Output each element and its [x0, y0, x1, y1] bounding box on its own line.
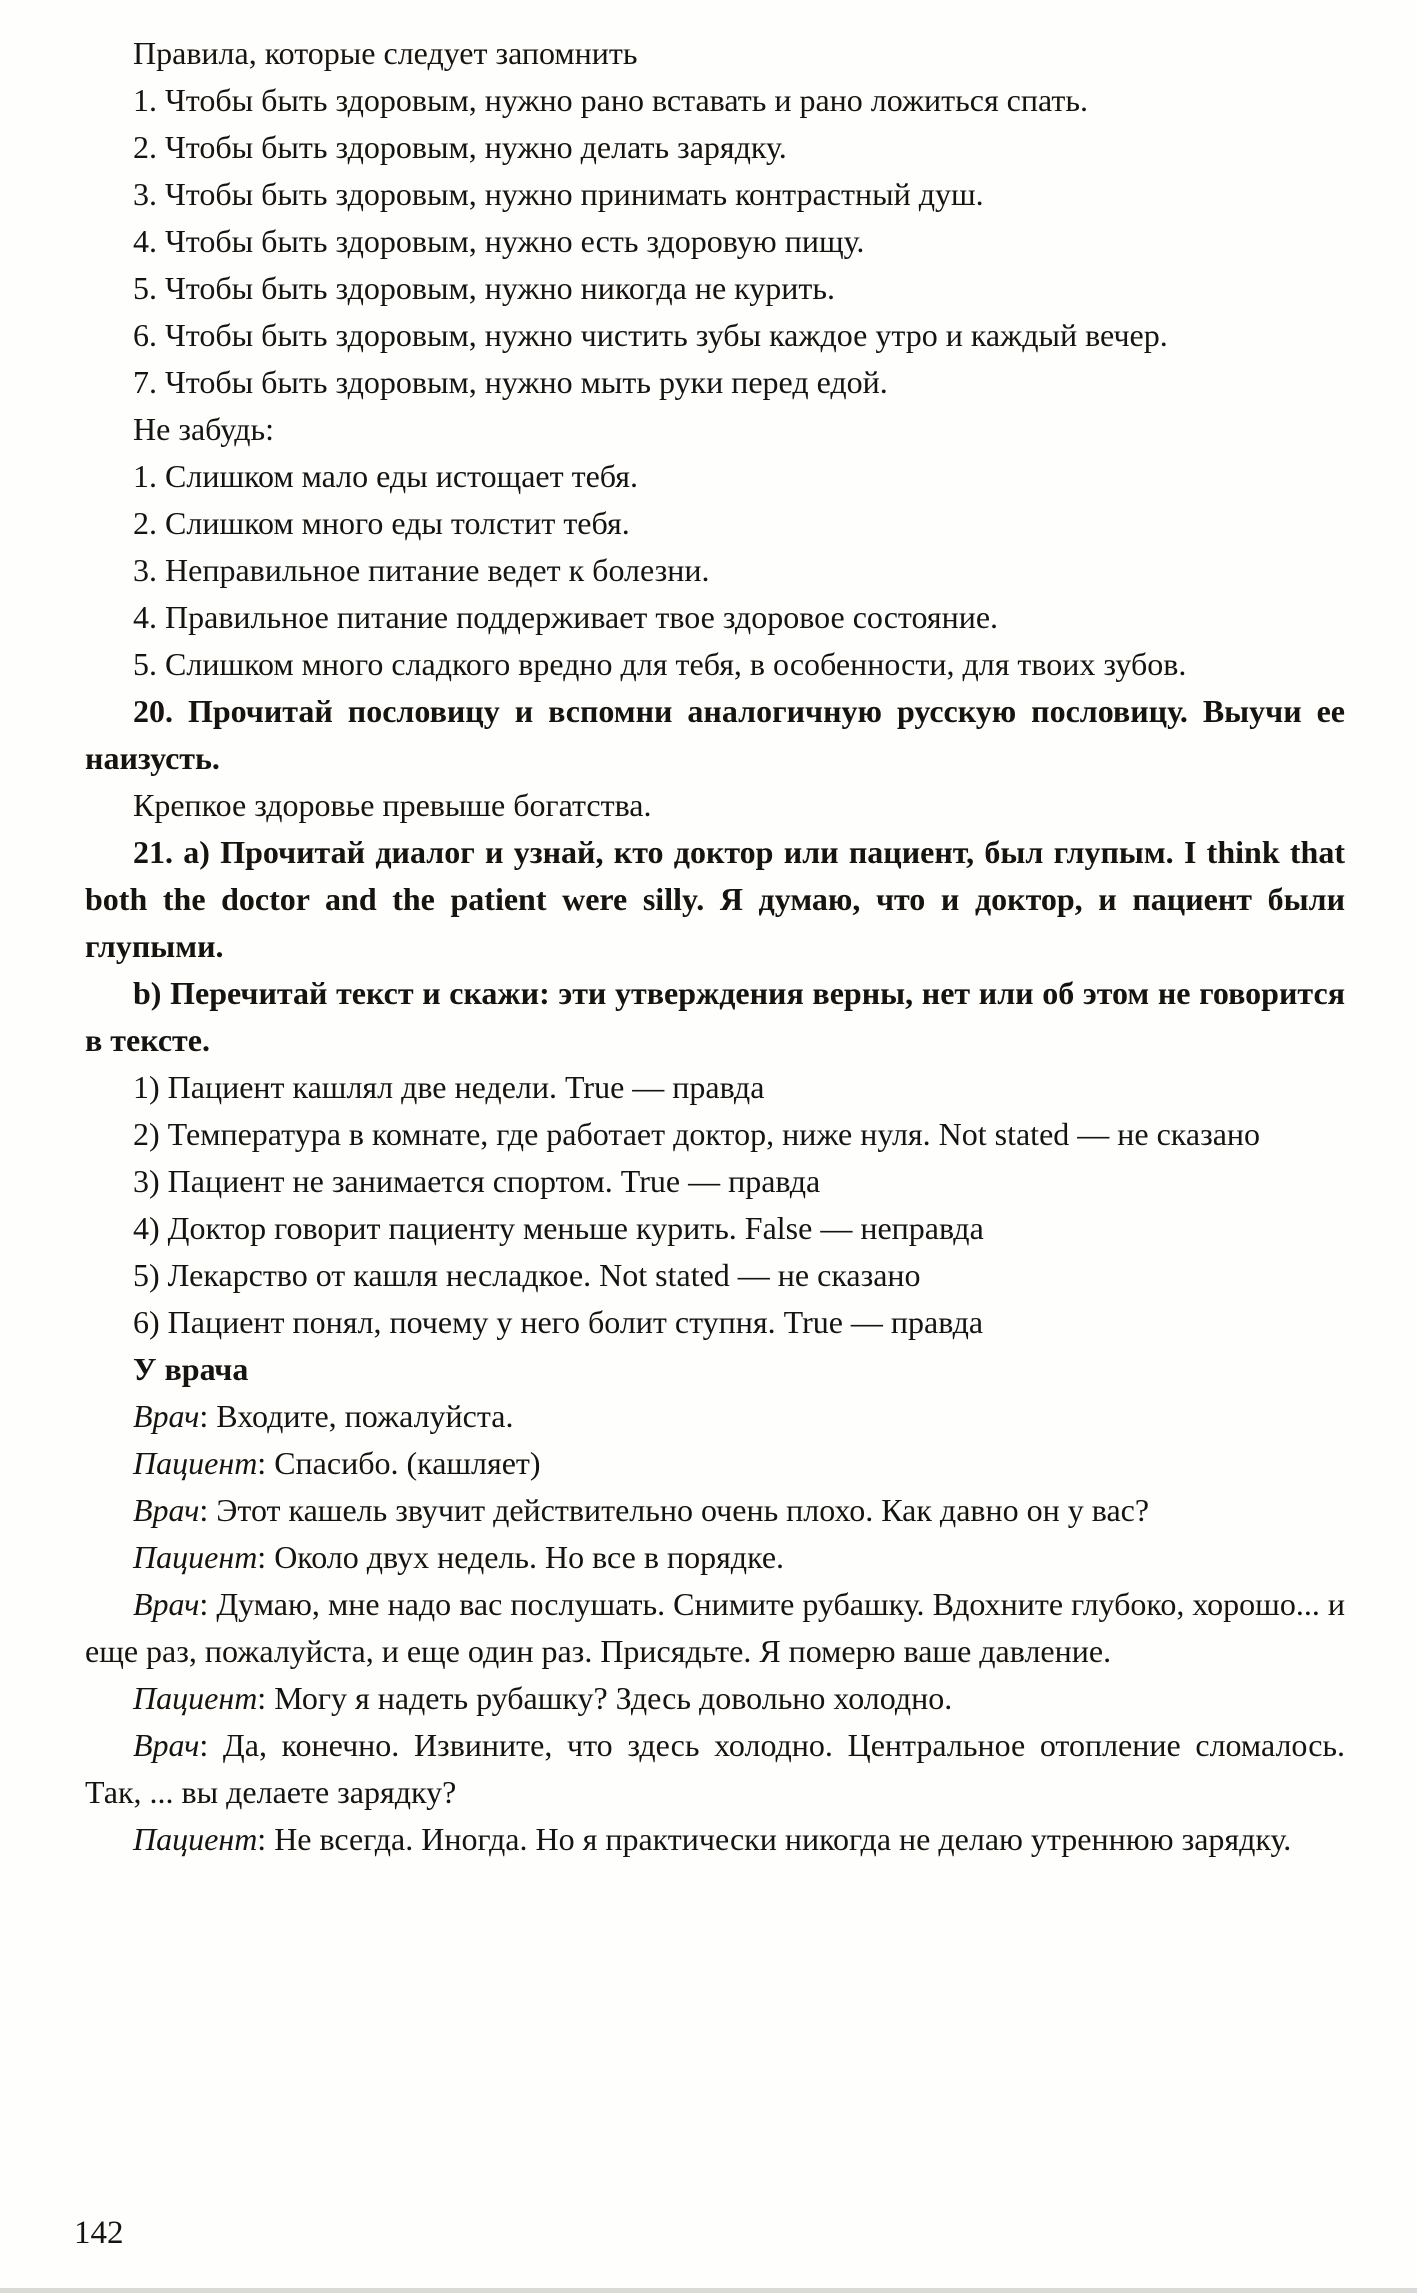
statement-4: 4) Доктор говорит пациенту меньше курить. False — неправда: [133, 1210, 984, 1246]
rule-item-3: 3. Чтобы быть здоровым, нужно принимать контрастный душ.: [133, 176, 984, 212]
task21b-heading: b) Перечитай текст и скажи: эти утверждения верны, нет или об этом не говорится в тексте.: [85, 975, 1345, 1058]
dialog-line-3: [85, 1487, 1345, 1534]
dialog-text: : Входите, пожалуйста.: [199, 1398, 514, 1434]
dialog-line-6: [85, 1675, 1345, 1722]
rule-item-5: 5. Чтобы быть здоровым, нужно никогда не курить.: [133, 270, 835, 306]
remember-title: Не забудь:: [133, 411, 274, 447]
remember-item-5: 5. Слишком много сладкого вредно для тебя, в особенности, для твоих зубов.: [133, 646, 1187, 682]
rule-item-1: 1. Чтобы быть здоровым, нужно рано вставать и рано ложиться спать.: [133, 82, 1088, 118]
dialog-line-7: [85, 1722, 1345, 1816]
task20-proverb: Крепкое здоровье превыше богатства.: [133, 787, 652, 823]
remember-item-1: 1. Слишком мало еды истощает тебя.: [133, 458, 638, 494]
dialog-text: : Спасибо. (кашляет): [257, 1445, 541, 1481]
dialog-speaker: Врач: [133, 1586, 200, 1622]
statement-3: 3) Пациент не занимается спортом. True — правда: [133, 1163, 821, 1199]
statement-5: 5) Лекарство от кашля несладкое. Not stated — не сказано: [133, 1257, 921, 1293]
rule-item-7: 7. Чтобы быть здоровым, нужно мыть руки перед едой.: [133, 364, 888, 400]
dialog-speaker: Пациент: [133, 1445, 258, 1481]
rule-item-4: 4. Чтобы быть здоровым, нужно есть здоровую пищу.: [133, 223, 865, 259]
page-number: 142: [74, 2215, 124, 2251]
rules-title: Правила, которые следует запомнить: [133, 35, 638, 71]
dialog-line-1: [85, 1393, 1345, 1440]
task21a-heading: 21. а) Прочитай диалог и узнай, кто доктор или пациент, был глупым. I think that both the doctor and the patient were silly. Я думаю, что и доктор, и пациент были глупыми.: [85, 834, 1345, 964]
dialog-text: : Думаю, мне надо вас послушать. Снимите рубашку. Вдохните глубоко, хорошо... и еще раз, пожалуйста, и еще один раз. Присядьте. Я померю ваше давление.: [85, 1586, 1345, 1669]
dialog-text: : Могу я надеть рубашку? Здесь довольно холодно.: [257, 1680, 953, 1716]
dialog-text: : Да, конечно. Извините, что здесь холодно. Центральное отопление сломалось. Так, ... вы делаете зарядку?: [85, 1727, 1345, 1810]
dialog-text: : Не всегда. Иногда. Но я практически никогда не делаю утреннюю зарядку.: [257, 1821, 1292, 1857]
rule-item-2: 2. Чтобы быть здоровым, нужно делать зарядку.: [133, 129, 787, 165]
remember-item-3: 3. Неправильное питание ведет к болезни.: [133, 552, 710, 588]
dialog-line-5: [85, 1581, 1345, 1675]
rule-item-6: 6. Чтобы быть здоровым, нужно чистить зубы каждое утро и каждый вечер.: [133, 317, 1168, 353]
remember-item-2: 2. Слишком много еды толстит тебя.: [133, 505, 630, 541]
remember-item-4: 4. Правильное питание поддерживает твое здоровое состояние.: [133, 599, 999, 635]
statement-2: 2) Температура в комнате, где работает доктор, ниже нуля. Not stated — не сказано: [133, 1116, 1261, 1152]
dialog-title: У врача: [133, 1351, 249, 1387]
dialog-speaker: Врач: [133, 1727, 200, 1763]
dialog-text: : Этот кашель звучит действительно очень плохо. Как давно он у вас?: [199, 1492, 1150, 1528]
task20-heading: 20. Прочитай пословицу и вспомни аналогичную русскую пословицу. Выучи ее наизусть.: [85, 693, 1345, 776]
dialog-text: : Около двух недель. Но все в порядке.: [257, 1539, 785, 1575]
dialog-speaker: Пациент: [133, 1821, 258, 1857]
dialog-line-8: [85, 1816, 1345, 1863]
dialog-speaker: Пациент: [133, 1680, 258, 1716]
dialog-line-4: [85, 1534, 1345, 1581]
dialog-speaker: Врач: [133, 1492, 200, 1528]
dialog-speaker: Пациент: [133, 1539, 258, 1575]
statement-1: 1) Пациент кашлял две недели. True — правда: [133, 1069, 765, 1105]
statement-6: 6) Пациент понял, почему у него болит ступня. True — правда: [133, 1304, 984, 1340]
dialog-speaker: Врач: [133, 1398, 200, 1434]
dialog-line-2: [85, 1440, 1345, 1487]
